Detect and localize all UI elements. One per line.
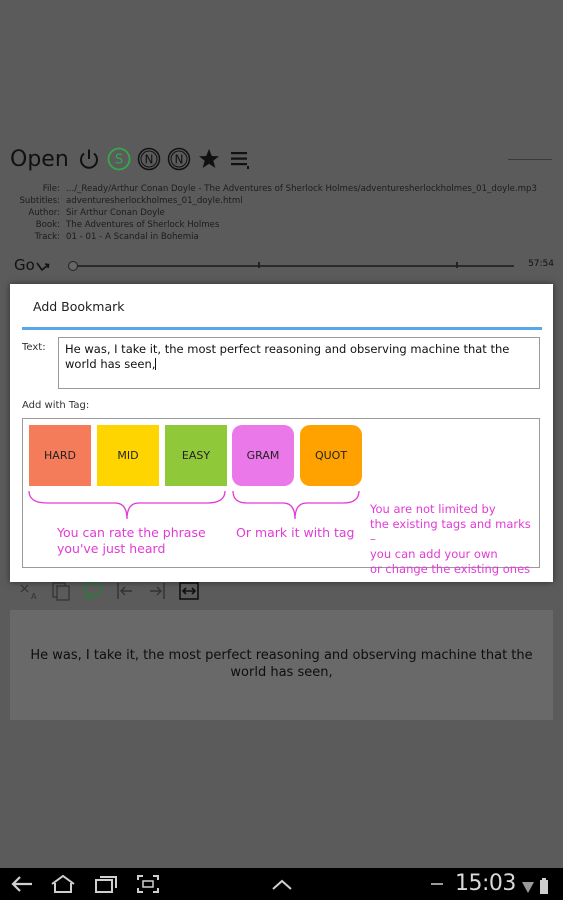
tag-hard-button[interactable]: HARD [29, 425, 91, 486]
custom-note-line: the existing tags and marks – [370, 517, 531, 546]
chevron-up-icon[interactable] [270, 874, 294, 894]
seek-marker [456, 262, 458, 268]
star-icon[interactable] [197, 147, 221, 171]
track-metadata [12, 183, 557, 243]
tag-gram-button[interactable]: GRAM [232, 425, 294, 486]
meta-label: Author: [28, 208, 60, 218]
divider [508, 159, 552, 160]
tag-mid-button[interactable]: MID [97, 425, 159, 486]
mark-note: Or mark it with tag [236, 525, 355, 540]
meta-label: Track: [34, 232, 60, 242]
home-icon[interactable] [50, 874, 76, 894]
subtitle-panel[interactable] [10, 610, 553, 720]
tag-area [22, 418, 540, 576]
back-icon[interactable] [10, 874, 34, 894]
add-bookmark-dialog [10, 284, 553, 582]
rate-note-line: You can rate the phrase [57, 525, 206, 540]
text-caret [155, 358, 156, 370]
meta-label: File: [42, 184, 60, 194]
bookmark-text-field[interactable] [58, 337, 540, 389]
tag-label: Add with Tag: [22, 400, 90, 411]
translate-icon[interactable] [18, 580, 40, 602]
meta-row-book [12, 219, 557, 231]
go-button[interactable]: Go [14, 256, 35, 274]
rate-note-line: you've just heard [57, 541, 166, 556]
notes-icon[interactable] [137, 147, 161, 171]
rating-brace [27, 489, 227, 523]
power-icon[interactable] [77, 147, 101, 171]
meta-value: adventuresherlockholmes_01_doyle.html [66, 196, 243, 206]
meta-label: Book: [35, 220, 60, 230]
bookmark-text-value: He was, I take it, the most perfect reasoning and observing machine that the world has seen, [65, 342, 510, 371]
speech-bubble-icon[interactable] [82, 580, 104, 602]
meta-value: .../_Ready/Arthur Conan Doyle - The Adventures of Sherlock Holmes/adventuresherlockholmes_01_doyle.mp3 [66, 184, 537, 194]
toolbar [10, 144, 251, 174]
tag-easy-button[interactable]: EASY [165, 425, 227, 486]
battery-icon [539, 876, 549, 896]
expand-icon[interactable] [178, 580, 200, 602]
seek-row [14, 256, 554, 276]
n-badge-text: N [144, 152, 154, 167]
seek-thumb[interactable] [68, 261, 78, 271]
menu-icon[interactable] [227, 147, 251, 171]
rate-note [57, 525, 206, 557]
seek-marker [258, 262, 260, 268]
tag-brace [231, 489, 361, 523]
svg-text:A: A [31, 592, 37, 601]
screenshot-icon[interactable] [136, 874, 160, 894]
text-label: Text: [22, 342, 46, 353]
n-badge-text-2: N [174, 152, 184, 167]
signal-icon [522, 877, 534, 897]
go-arrow-icon[interactable] [36, 259, 50, 273]
meta-row-track [12, 231, 557, 243]
dialog-title: Add Bookmark [33, 299, 125, 314]
jump-back-icon[interactable] [114, 580, 136, 602]
meta-value: Sir Arthur Conan Doyle [66, 208, 165, 218]
total-time: 57:54 [528, 259, 554, 269]
meta-row-author [12, 207, 557, 219]
meta-label: Subtitles: [19, 196, 60, 206]
custom-note-line: You are not limited by [370, 502, 496, 516]
meta-value: The Adventures of Sherlock Holmes [66, 220, 220, 230]
custom-note-line: you can add your own [370, 547, 498, 561]
subtitles-toggle-icon[interactable] [107, 147, 131, 171]
subtitle-text: He was, I take it, the most perfect reasoning and observing machine that the world has seen, [30, 648, 533, 680]
meta-row-file [12, 183, 557, 195]
tag-quot-button[interactable]: QUOT [300, 425, 362, 486]
seek-bar[interactable] [72, 265, 514, 267]
system-nav-bar [0, 868, 563, 900]
meta-value: 01 - 01 - A Scandal in Bohemia [66, 232, 199, 242]
jump-forward-icon[interactable] [146, 580, 168, 602]
title-divider [22, 327, 542, 330]
action-icons [18, 579, 200, 603]
clock: 15:03 [455, 871, 516, 896]
meta-row-subtitles [12, 195, 557, 207]
custom-note-line: or change the existing ones [370, 562, 531, 576]
status-dash [431, 883, 443, 885]
recent-apps-icon[interactable] [94, 874, 118, 894]
s-badge-text: S [114, 152, 123, 168]
open-button[interactable]: Open [10, 146, 69, 172]
custom-tags-note [370, 502, 539, 577]
notes-alt-icon[interactable] [167, 147, 191, 171]
copy-icon[interactable] [50, 580, 72, 602]
